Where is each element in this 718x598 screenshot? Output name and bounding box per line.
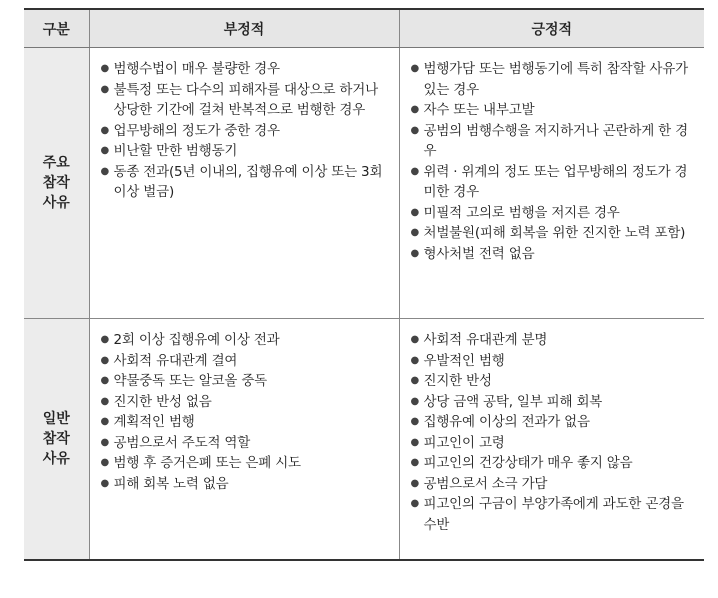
category-line: 사유: [42, 451, 70, 467]
list-item: ● 미필적 고의로 범행을 저지른 경우: [411, 203, 696, 224]
header-row: [24, 9, 704, 48]
category-line: 사유: [42, 195, 70, 211]
list-item: ● 피고인의 건강상태가 매우 좋지 않음: [411, 453, 696, 474]
row-general-factors: [24, 319, 704, 561]
list-item: ● 위력 · 위계의 정도 또는 업무방해의 정도가 경미한 경우: [411, 162, 696, 203]
list-item: ● 형사처벌 전력 없음: [411, 244, 696, 265]
list-item: ● 불특정 또는 다수의 피해자를 대상으로 하거나 상당한 기간에 걸쳐 반복적으로 범행한 경우: [101, 80, 390, 121]
list-item: ● 피고인이 고령: [411, 433, 696, 454]
list-item: ● 진지한 반성: [411, 371, 696, 392]
category-cell-general: [24, 319, 89, 561]
negative-list: [91, 49, 398, 211]
list-item: ● 계획적인 범행: [101, 412, 390, 433]
sentencing-factors-table-wrapper: [24, 8, 704, 561]
list-item: ● 범행가담 또는 범행동기에 특히 참작할 사유가 있는 경우: [411, 59, 696, 100]
list-item: ● 2회 이상 집행유예 이상 전과: [101, 330, 390, 351]
list-item: ● 업무방해의 정도가 중한 경우: [101, 121, 390, 142]
list-item: ● 사회적 유대관계 결여: [101, 351, 390, 372]
list-item: ● 공범으로서 주도적 역할: [101, 433, 390, 454]
category-line: 참작: [42, 431, 70, 447]
category-line: 참작: [42, 175, 70, 191]
sentencing-factors-table: [24, 8, 704, 561]
list-item: ● 공범으로서 소극 가담: [411, 474, 696, 495]
list-item: ● 비난할 만한 범행동기: [101, 141, 390, 162]
list-item: ● 자수 또는 내부고발: [411, 100, 696, 121]
positive-cell-general: [399, 319, 704, 561]
positive-list: [401, 320, 704, 543]
list-item: ● 공범의 범행수행을 저지하거나 곤란하게 한 경우: [411, 121, 696, 162]
list-item: ● 피고인의 구금이 부양가족에게 과도한 곤경을 수반: [411, 494, 696, 535]
list-item: ● 사회적 유대관계 분명: [411, 330, 696, 351]
list-item: ● 범행 후 증거은폐 또는 은폐 시도: [101, 453, 390, 474]
header-positive: 긍정적: [399, 9, 704, 48]
positive-cell-major: [399, 48, 704, 319]
list-item: ● 처벌불원(피해 회복을 위한 진지한 노력 포함): [411, 223, 696, 244]
list-item: ● 우발적인 범행: [411, 351, 696, 372]
header-category: 구분: [24, 9, 89, 48]
category-line: 일반: [42, 411, 70, 427]
category-line: 주요: [42, 155, 70, 171]
list-item: ● 집행유예 이상의 전과가 없음: [411, 412, 696, 433]
negative-cell-major: [89, 48, 399, 319]
negative-cell-general: [89, 319, 399, 561]
list-item: ● 동종 전과(5년 이내의, 집행유예 이상 또는 3회 이상 벌금): [101, 162, 390, 203]
category-cell-major: [24, 48, 89, 319]
header-negative: 부정적: [89, 9, 399, 48]
list-item: ● 상당 금액 공탁, 일부 피해 회복: [411, 392, 696, 413]
negative-list: [91, 320, 398, 502]
list-item: ● 약물중독 또는 알코올 중독: [101, 371, 390, 392]
positive-list: [401, 49, 704, 272]
list-item: ● 진지한 반성 없음: [101, 392, 390, 413]
row-major-factors: [24, 48, 704, 319]
list-item: ● 피해 회복 노력 없음: [101, 474, 390, 495]
list-item: ● 범행수법이 매우 불량한 경우: [101, 59, 390, 80]
